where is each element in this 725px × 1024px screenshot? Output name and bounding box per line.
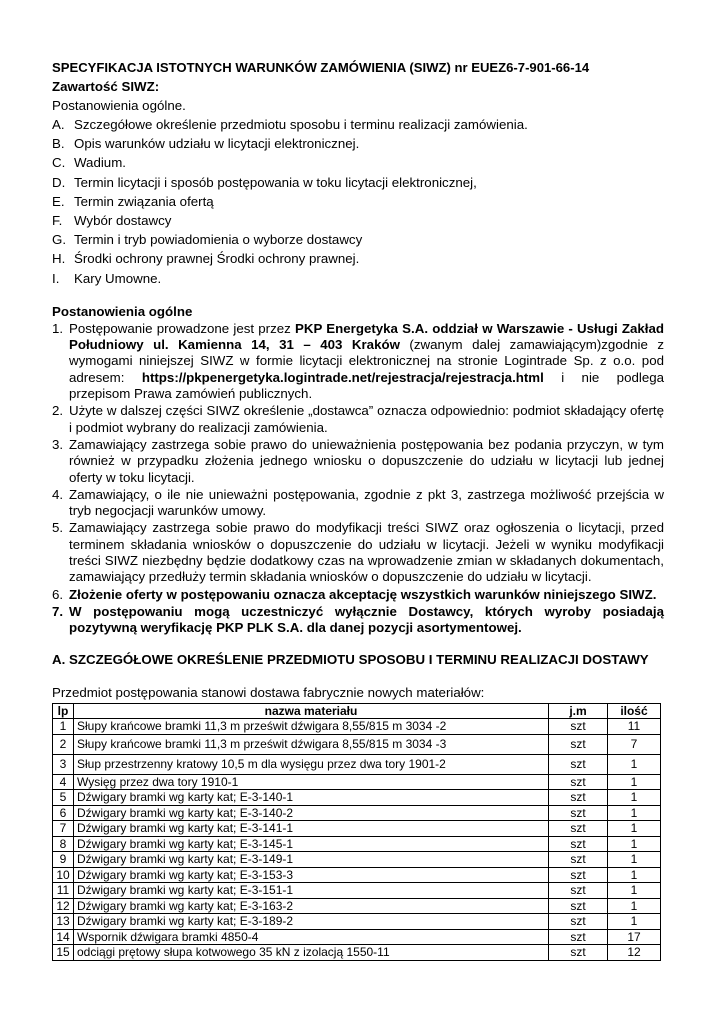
col-lp: lp <box>53 703 74 719</box>
provision-item: 4. Zamawiający, o ile nie unieważni postępowania, zgodnie z pkt 3, zastrzega możliwość przejścia w tryb negocjacji warunków umowy. <box>52 486 664 519</box>
toc-item: E. Termin związania ofertą <box>52 193 214 209</box>
cell-unit: szt <box>549 945 608 961</box>
cell-lp: 11 <box>53 883 74 899</box>
table-row <box>53 754 661 774</box>
section-a-heading: A. SZCZEGÓŁOWE OKREŚLENIE PRZEDMIOTU SPOSOBU I TERMINU REALIZACJI DOSTAWY <box>52 652 649 668</box>
table-row <box>53 945 661 961</box>
col-qty: ilość <box>608 703 661 719</box>
cell-lp: 3 <box>53 754 74 774</box>
cell-qty: 11 <box>608 719 661 735</box>
cell-qty: 1 <box>608 898 661 914</box>
materials-table <box>52 703 661 961</box>
cell-lp: 10 <box>53 867 74 883</box>
cell-qty: 1 <box>608 883 661 899</box>
table-row <box>53 883 661 899</box>
cell-lp: 2 <box>53 734 74 754</box>
table-row <box>53 774 661 790</box>
cell-qty: 1 <box>608 836 661 852</box>
general-label: Postanowienia ogólne. <box>52 98 186 113</box>
cell-unit: szt <box>549 929 608 945</box>
col-name: nazwa materiału <box>74 703 549 719</box>
table-row <box>53 821 661 837</box>
section-a-intro: Przedmiot postępowania stanowi dostawa fabrycznie nowych materiałów: <box>52 684 485 700</box>
cell-name: odciągi prętowy słupa kotwowego 35 kN z izolacją 1550-11 <box>74 945 549 961</box>
provision-item: 6. Złożenie oferty w postępowaniu oznacza akceptację wszystkich warunków niniejszego SIWZ. <box>52 586 657 602</box>
cell-unit: szt <box>549 821 608 837</box>
provision-item: 3. Zamawiający zastrzega sobie prawo do unieważnienia postępowania bez podania przyczyn, w tym również w przypadku złożenia jednego wniosku o dopuszczenie do udziału w licytacji lub jednej oferty w toku licytacji. <box>52 436 664 485</box>
cell-unit: szt <box>549 867 608 883</box>
cell-lp: 9 <box>53 852 74 868</box>
provision-item: 5. Zamawiający zastrzega sobie prawo do modyfikacji treści SIWZ oraz ogłoszenia o licytacji, przed terminem składania wniosków o dopuszczenie do udziału w licytacji. Jeżeli w wyniku modyfikacji treści SIWZ niezbędny będzie dodatkowy czas na wprowadzenie zmian w składanych dokumentach, zamawiający przedłuży termin składania wniosków o dopuszczenie do udziału w licytacji. <box>52 520 664 585</box>
cell-lp: 5 <box>53 790 74 806</box>
cell-unit: szt <box>549 790 608 806</box>
cell-lp: 1 <box>53 719 74 735</box>
cell-qty: 1 <box>608 867 661 883</box>
toc-item: F. Wybór dostawcy <box>52 213 172 229</box>
cell-lp: 13 <box>53 914 74 930</box>
contents-label: Zawartość SIWZ: <box>52 79 160 94</box>
cell-qty: 12 <box>608 945 661 961</box>
provision-item: 2. Użyte w dalszej części SIWZ określenie „dostawca” oznacza odpowiednio: podmiot składający ofertę i podmiot wybrany do realizacji zamówienia. <box>52 403 664 435</box>
toc-item: B. Opis warunków udziału w licytacji elektronicznej. <box>52 136 360 152</box>
cell-unit: szt <box>549 852 608 868</box>
provision-item: 1. Postępowanie prowadzone jest przez PKP Energetyka S.A. oddział w Warszawie - Usługi Zakład Południowy ul. Kamienna 14, 31 – 403 Kraków (zwanym dalej zamawiającym)zgodnie z wymogami niniejszej SIWZ w formie licytacji elektronicznej na stronie Logintrade Sp. z o.o. pod adresem: https://pkpenergetyka.logintrade.net/rejestracja/rejestracja.html i nie podlega przepisom Prawa zamówień publicznych. <box>52 320 665 402</box>
cell-qty: 1 <box>608 821 661 837</box>
document-page <box>52 58 664 961</box>
general-provisions-list <box>52 321 664 637</box>
registration-link[interactable]: https://pkpenergetyka.logintrade.net/rejestracja/rejestracja.html <box>141 369 544 385</box>
table-row <box>53 719 661 735</box>
cell-unit: szt <box>549 719 608 735</box>
cell-unit: szt <box>549 805 608 821</box>
cell-qty: 7 <box>608 734 661 754</box>
cell-unit: szt <box>549 734 608 754</box>
cell-unit: szt <box>549 898 608 914</box>
cell-lp: 8 <box>53 836 74 852</box>
table-row <box>53 734 661 754</box>
table-row <box>53 929 661 945</box>
cell-qty: 1 <box>608 852 661 868</box>
cell-lp: 4 <box>53 774 74 790</box>
organizer-name: PKP Energetyka S.A. oddział w Warszawie - Usługi Zakład Południowy ul. Kamienna 14, 31 – 403 Kraków <box>69 320 664 353</box>
provision-item: 7. W postępowaniu mogą uczestniczyć wyłącznie Dostawcy, których wyroby posiadają pozytywną weryfikację PKP PLK S.A. dla danej pozycji asortymentowej. <box>52 603 664 636</box>
cell-name: Wspornik dźwigara bramki 4850-4 <box>74 929 549 945</box>
cell-qty: 1 <box>608 754 661 774</box>
toc-item: D. Termin licytacji i sposób postępowania w toku licytacji elektronicznej, <box>52 174 477 190</box>
cell-lp: 6 <box>53 805 74 821</box>
cell-unit: szt <box>549 836 608 852</box>
cell-lp: 14 <box>53 929 74 945</box>
col-unit: j.m <box>549 703 608 719</box>
cell-qty: 1 <box>608 790 661 806</box>
cell-name: Dźwigary bramki wg karty kat; E-3-140-1 <box>74 790 549 806</box>
general-heading: Postanowienia ogólne <box>52 303 193 319</box>
table-row <box>53 898 661 914</box>
cell-lp: 7 <box>53 821 74 837</box>
cell-qty: 17 <box>608 929 661 945</box>
cell-name: Słup przestrzenny kratowy 10,5 m dla wysięgu przez dwa tory 1901-2 <box>74 754 549 774</box>
cell-qty: 1 <box>608 805 661 821</box>
table-header-row <box>53 703 661 719</box>
cell-name: Dźwigary bramki wg karty kat; E-3-189-2 <box>74 914 549 930</box>
cell-name: Dźwigary bramki wg karty kat; E-3-153-3 <box>74 867 549 883</box>
cell-name: Dźwigary bramki wg karty kat; E-3-145-1 <box>74 836 549 852</box>
table-body <box>53 719 661 961</box>
cell-qty: 1 <box>608 774 661 790</box>
cell-unit: szt <box>549 883 608 899</box>
cell-unit: szt <box>549 754 608 774</box>
cell-name: Dźwigary bramki wg karty kat; E-3-149-1 <box>74 852 549 868</box>
toc-item: A. Szczegółowe określenie przedmiotu sposobu i terminu realizacji zamówienia. <box>52 117 528 132</box>
table-row <box>53 914 661 930</box>
table-row <box>53 836 661 852</box>
cell-name: Dźwigary bramki wg karty kat; E-3-140-2 <box>74 805 549 821</box>
cell-name: Słupy krańcowe bramki 11,3 m prześwit dźwigara 8,55/815 m 3034 -2 <box>74 719 549 735</box>
cell-lp: 15 <box>53 945 74 961</box>
toc-item: C. Wadium. <box>52 155 126 171</box>
document-title: SPECYFIKACJA ISTOTNYCH WARUNKÓW ZAMÓWIENIA (SIWZ) nr EUEZ6-7-901-66-14 <box>52 60 590 75</box>
cell-name: Dźwigary bramki wg karty kat; E-3-163-2 <box>74 898 549 914</box>
cell-unit: szt <box>549 914 608 930</box>
table-row <box>53 805 661 821</box>
toc-item: I. Kary Umowne. <box>52 270 162 286</box>
cell-unit: szt <box>549 774 608 790</box>
cell-lp: 12 <box>53 898 74 914</box>
cell-name: Słupy krańcowe bramki 11,3 m prześwit dźwigara 8,55/815 m 3034 -3 <box>74 734 549 754</box>
cell-name: Dźwigary bramki wg karty kat; E-3-141-1 <box>74 821 549 837</box>
cell-name: Wysięg przez dwa tory 1910-1 <box>74 774 549 790</box>
toc-item: H. Środki ochrony prawnej Środki ochrony prawnej. <box>52 251 360 267</box>
cell-name: Dźwigary bramki wg karty kat; E-3-151-1 <box>74 883 549 899</box>
table-row <box>53 852 661 868</box>
cell-qty: 1 <box>608 914 661 930</box>
table-row <box>53 790 661 806</box>
toc-item: G. Termin i tryb powiadomienia o wyborze dostawcy <box>52 232 363 248</box>
table-of-contents <box>52 115 664 288</box>
table-row <box>53 867 661 883</box>
